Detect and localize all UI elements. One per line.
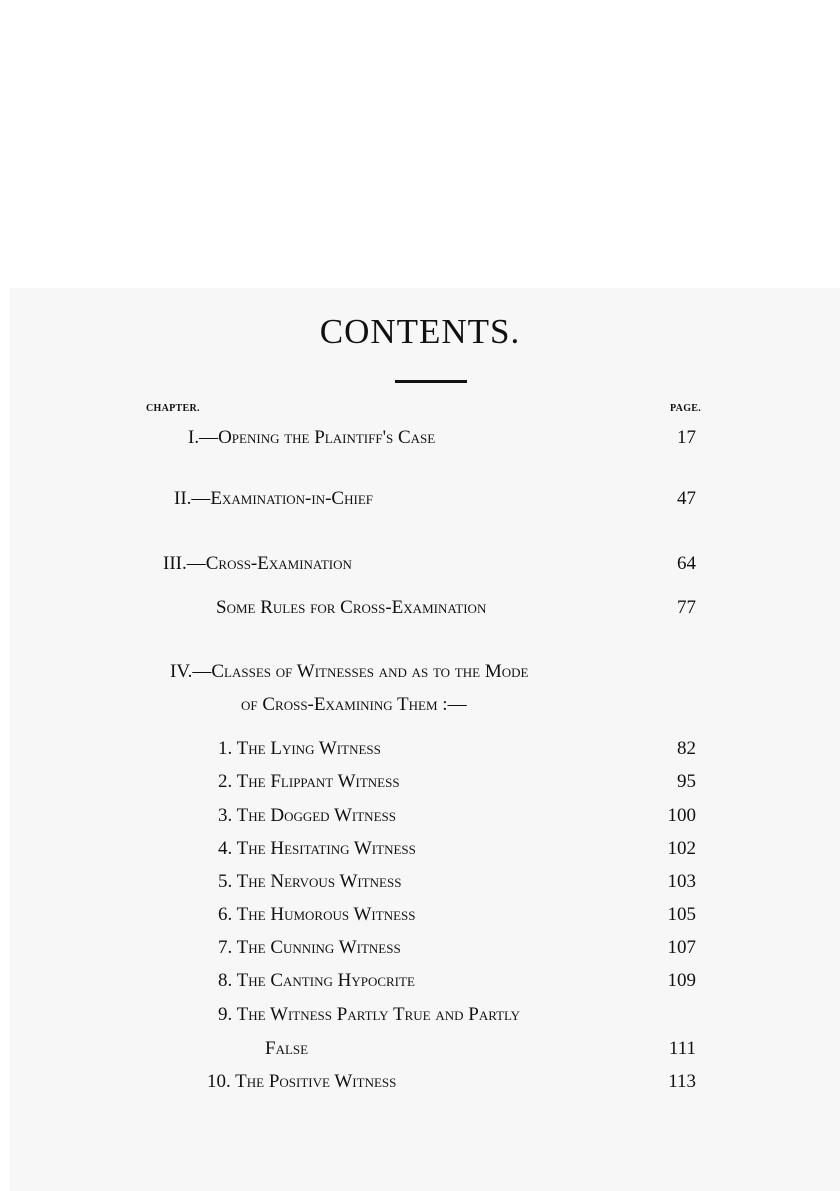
toc-entry-number: 6. [218,904,233,925]
toc-entry-title: The Humorous Witness [236,904,416,925]
toc-entry-number: 3. [218,805,233,826]
page-title: CONTENTS. [319,312,521,351]
toc-entry-number: 9. [218,1004,233,1025]
toc-entry-number: 8. [218,970,233,991]
title-rule [395,380,467,383]
toc-entry-title: The Positive Witness [235,1071,397,1092]
toc-entry-title: The Dogged Witness [236,805,396,826]
toc-entry-number: 1. [218,738,233,759]
toc-entry-page: 77 [677,597,696,618]
toc-entry-title: The Nervous Witness [236,871,402,892]
chapter-column-label: CHAPTER. [146,403,200,414]
toc-entry-number: 2. [218,771,233,792]
page-column-label: PAGE. [670,403,702,414]
toc-entry-title: Opening the Plaintiff's Case [218,427,436,448]
toc-entry-page: 105 [667,904,696,925]
toc-entry-title: Cross-Examination [205,553,352,574]
toc-entry-page: 111 [668,1038,696,1059]
toc-entry-title: The Hesitating Witness [236,838,416,859]
toc-entry-page: 95 [677,771,696,792]
toc-entry-title: The Flippant Witness [236,771,400,792]
toc-entry-page: 17 [677,427,696,448]
toc-entry-number: III.— [163,553,206,574]
toc-entry-page: 113 [668,1071,696,1092]
toc-entry-number: II.— [174,488,211,509]
toc-entry-title: Some Rules for Cross-Examination [216,597,487,618]
toc-entry-title: The Cunning Witness [236,937,401,958]
toc-entry-page: 102 [667,838,696,859]
page-background [10,288,840,1191]
toc-entry-page: 64 [677,553,696,574]
toc-entry-number: 10. [207,1071,231,1092]
toc-entry-title: The Canting Hypocrite [236,970,415,991]
toc-entry-title: Classes of Witnesses and as to the Mode [211,661,529,682]
toc-entry-number: 5. [218,871,233,892]
toc-entry-number: 4. [218,838,233,859]
toc-entry-page: 103 [667,871,696,892]
toc-entry-page: 109 [667,970,696,991]
toc-entry-page: 107 [667,937,696,958]
toc-entry-number: 7. [218,937,233,958]
toc-entry-title: The Witness Partly True and Partly [236,1004,521,1025]
toc-entry-number: IV.— [170,661,212,682]
toc-entry-title: Examination-in-Chief [210,488,373,509]
toc-entry-page: 82 [677,738,696,759]
toc-entry-title: of Cross-Examining Them :— [241,694,467,715]
toc-entry-title: False [265,1038,309,1059]
toc-entry-title: The Lying Witness [236,738,381,759]
toc-entry-page: 100 [667,805,696,826]
toc-entry-number: I.— [188,427,219,448]
toc-entry-page: 47 [677,488,696,509]
